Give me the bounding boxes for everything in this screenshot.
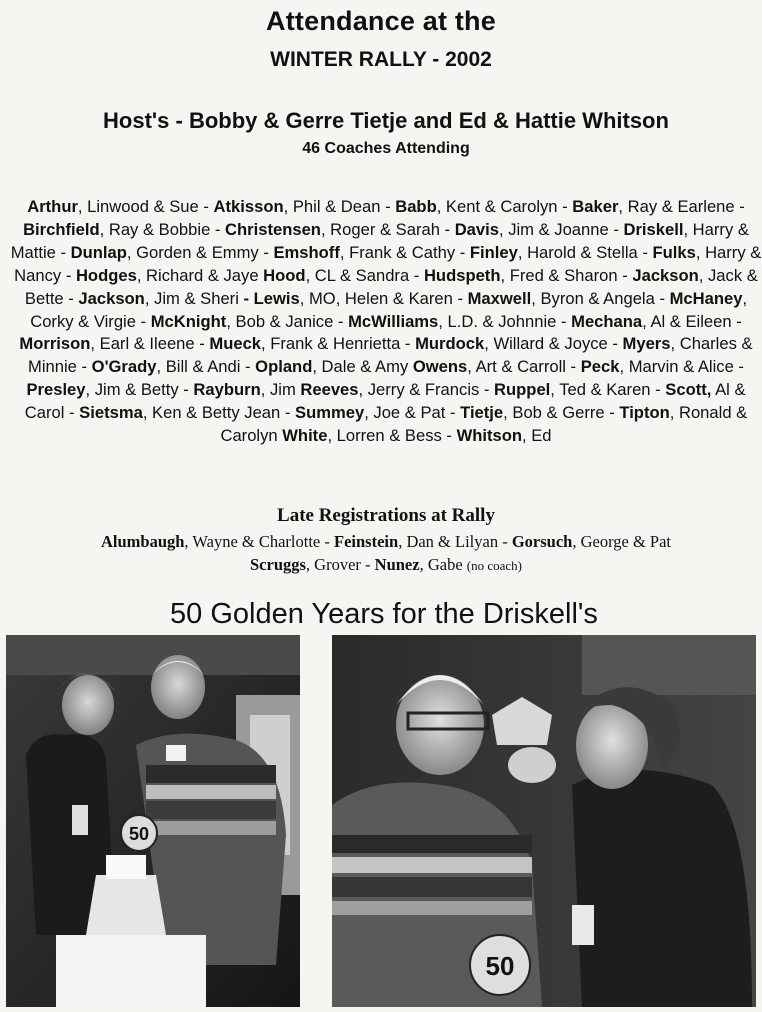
attendee-list [10, 196, 762, 448]
attendee-first-names: , Art & Carroll - [467, 357, 581, 377]
late-first-names: , George & Pat [572, 532, 672, 551]
late-first-names: , Wayne & Charlotte - [184, 532, 335, 551]
attendee-first-names: , Phil & Dean - [283, 197, 396, 216]
attendee-first-names: , Bill & Andi - [156, 357, 256, 377]
attendee-surname: Murdock [415, 334, 485, 354]
attendee-surname: Tietje [460, 403, 504, 423]
attendee-surname: Mechana [571, 311, 643, 331]
late-first-names: , Gabe [419, 555, 467, 574]
attendee-first-names: , Ray & Bobbie - [99, 219, 226, 239]
attendee-first-names: , MO, Helen & Karen - [299, 288, 468, 308]
attendee-first-names: , Joe & Pat - [364, 403, 461, 423]
attendee-surname: Dunlap [70, 242, 127, 262]
attendee-surname: Arthur [27, 197, 78, 216]
attendee-surname: Atkisson [213, 197, 284, 216]
attendee-first-names: Al & Carol - [24, 380, 746, 423]
attendee-first-names: , Jack & Bette - [24, 265, 758, 308]
late-first-names: , Grover - [305, 555, 375, 574]
attendee-first-names: , Ed [522, 426, 552, 446]
late-surname: Alumbaugh [100, 532, 185, 551]
attendee-first-names: , Ted & Karen - [550, 380, 666, 400]
attendee-surname: Jackson [78, 288, 145, 308]
attendee-surname: Presley [26, 380, 86, 400]
attendee-first-names: , Corky & Virgie - [30, 288, 748, 331]
attendee-surname: O'Grady [91, 357, 157, 377]
anniversary-photo-left [6, 635, 300, 1007]
attendee-surname: Owens [412, 357, 468, 377]
no-coach-note: (no coach) [466, 558, 522, 573]
anniversary-photo-right [332, 635, 756, 1007]
attendee-surname: Sietsma [79, 403, 143, 423]
attendee-surname: Christensen [225, 219, 321, 239]
attendee-first-names: , CL & Sandra - [305, 265, 424, 285]
attendee-first-names: , Willard & Joyce - [484, 334, 623, 354]
attendee-first-names: , Roger & Sarah - [320, 219, 455, 239]
coaches-count: 46 Coaches Attending [302, 140, 470, 157]
attendee-first-names: , Ray & Earlene - [618, 197, 745, 216]
attendee-first-names: , Richard & Jaye [136, 265, 264, 285]
attendee-surname: Babb [395, 197, 437, 216]
attendee-surname: Finley [469, 242, 518, 262]
attendee-surname: Tipton [619, 403, 670, 423]
event-subtitle: WINTER RALLY - 2002 [270, 48, 492, 71]
attendee-surname: Baker [572, 197, 619, 216]
attendee-first-names: , Byron & Angela - [531, 288, 670, 308]
attendee-first-names: , Frank & Cathy - [339, 242, 470, 262]
attendee-first-names: , L.D. & Johnnie - [438, 311, 572, 331]
attendee-surname: - Lewis [243, 288, 300, 308]
attendee-surname: Birchfield [23, 219, 100, 239]
attendee-first-names: , Harry & Mattie - [10, 219, 749, 262]
attendee-surname: McHaney [669, 288, 743, 308]
attendee-first-names: , Ken & Betty Jean - [142, 403, 296, 423]
cake-topper-50: 50 [485, 951, 515, 981]
attendee-surname: Scott, [665, 380, 712, 400]
attendee-first-names: , Frank & Henrietta - [261, 334, 416, 354]
attendee-surname: Driskell [623, 219, 684, 239]
attendee-surname: Hodges [75, 265, 137, 285]
attendee-surname: Fulks [652, 242, 696, 262]
attendee-first-names: , Kent & Carolyn - [436, 197, 573, 216]
attendee-surname: Hood [263, 265, 306, 285]
attendee-surname: McKnight [150, 311, 227, 331]
attendee-first-names: , Jim & Joanne - [498, 219, 624, 239]
attendee-first-names: , Ronald & Carolyn [220, 403, 748, 446]
attendee-first-names: , Dale & Amy [312, 357, 413, 377]
attendee-surname: Peck [580, 357, 620, 377]
attendee-first-names: , Bob & Janice - [226, 311, 349, 331]
late-registrations-heading: Late Registrations at Rally [277, 505, 495, 526]
attendee-surname: Maxwell [467, 288, 532, 308]
anniversary-heading: 50 Golden Years for the Driskell's [170, 598, 598, 630]
attendee-surname: Mueck [209, 334, 262, 354]
attendee-surname: Rayburn [193, 380, 261, 400]
attendee-surname: McWilliams [348, 311, 439, 331]
attendee-surname: Hudspeth [423, 265, 501, 285]
attendee-surname: Reeves [300, 380, 359, 400]
attendee-surname: Whitson [456, 426, 522, 446]
attendee-surname: Emshoff [273, 242, 340, 262]
attendee-first-names: , Jim & Betty - [85, 380, 194, 400]
attendee-first-names: , Marvin & Alice - [619, 357, 744, 377]
attendee-first-names: , Jim [260, 380, 301, 400]
attendee-first-names: , Lorren & Bess - [327, 426, 457, 446]
attendee-surname: Myers [622, 334, 671, 354]
attendee-first-names: , Harold & Stella - [517, 242, 653, 262]
attendee-first-names: , Al & Eileen - [642, 311, 742, 331]
late-surname: Scruggs [250, 555, 306, 574]
attendee-surname: Davis [454, 219, 499, 239]
attendee-surname: Morrison [19, 334, 91, 354]
attendee-first-names: , Bob & Gerre - [503, 403, 620, 423]
attendee-surname: White [282, 426, 328, 446]
attendee-first-names: , Harry & Nancy - [14, 242, 762, 285]
attendee-first-names: , Charles & Minnie - [28, 334, 753, 377]
attendee-surname: Jackson [632, 265, 699, 285]
late-surname: Gorsuch [511, 532, 573, 551]
attendee-first-names: , Earl & Ileene - [90, 334, 210, 354]
late-registrations-list [30, 530, 742, 577]
hosts-line: Host's - Bobby & Gerre Tietje and Ed & Hattie Whitson [103, 108, 669, 133]
late-surname: Nunez [374, 555, 420, 574]
attendee-surname: Opland [255, 357, 313, 377]
attendee-surname: Summey [295, 403, 365, 423]
attendee-first-names: , Jim & Sheri [144, 288, 244, 308]
late-first-names: , Dan & Lilyan - [398, 532, 512, 551]
cake-topper-50: 50 [128, 824, 150, 844]
attendee-first-names: , Linwood & Sue - [77, 197, 214, 216]
attendee-first-names: , Fred & Sharon - [500, 265, 633, 285]
late-surname: Feinstein [334, 532, 399, 551]
attendee-first-names: , Gorden & Emmy - [126, 242, 274, 262]
attendee-surname: Ruppel [494, 380, 551, 400]
page-title: Attendance at the [266, 6, 496, 36]
attendee-first-names: , Jerry & Francis - [358, 380, 495, 400]
